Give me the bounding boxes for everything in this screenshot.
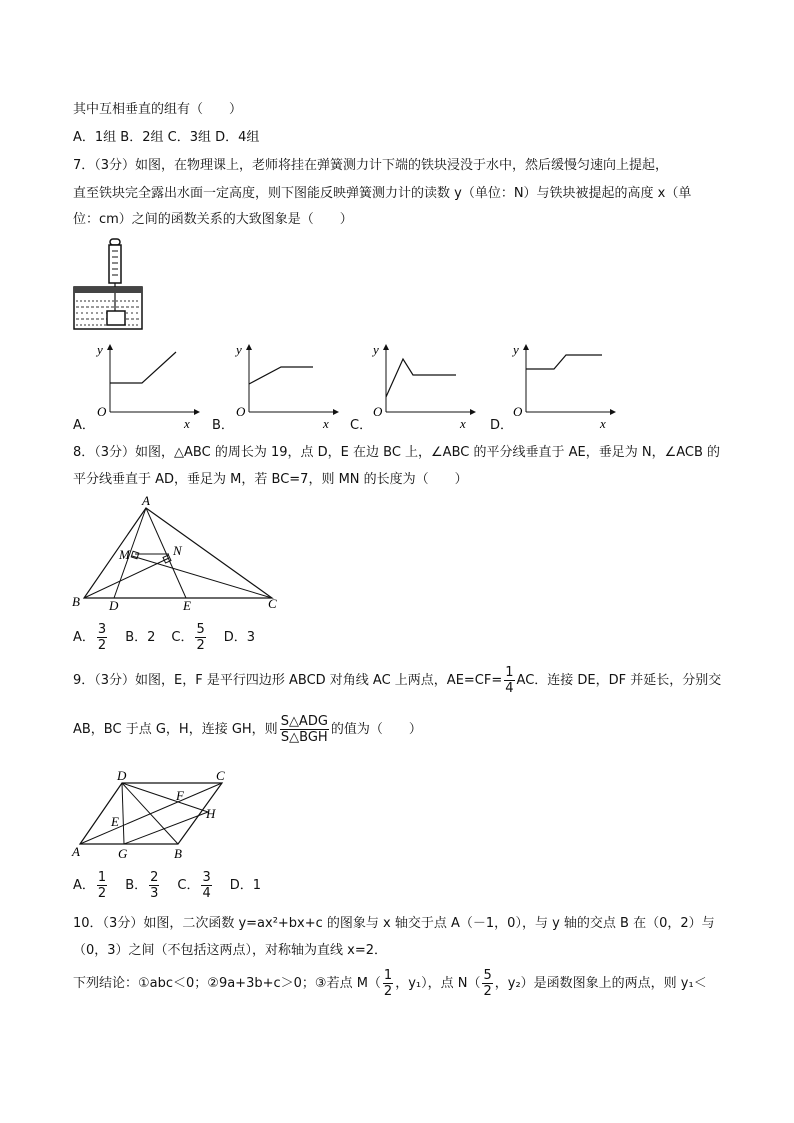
- q7-d-ylabel: y: [513, 342, 519, 357]
- q8-line1: 8．（3分）如图，△ABC 的周长为 19，点 D，E 在边 BC 上，∠ABC 的平分线垂直于 AE，垂足为 N，∠ACB 的: [73, 445, 721, 460]
- q7-option-a: A．: [73, 418, 95, 433]
- q9-point-g: G: [118, 846, 128, 861]
- q7-d-origin: O: [513, 404, 523, 419]
- q8-point-d: D: [109, 598, 119, 613]
- q7-c-ylabel: y: [373, 342, 379, 357]
- q8-line2: 平分线垂直于 AD，垂足为 M，若 BC=7，则 MN 的长度为（ ）: [73, 472, 468, 487]
- q9-point-c: C: [216, 768, 225, 783]
- q7-b-ylabel: y: [236, 342, 242, 357]
- q8-point-c: C: [268, 596, 277, 611]
- q7-b-xlabel: x: [323, 416, 329, 431]
- q7-line1: 7．（3分）如图，在物理课上，老师将挂在弹簧测力计下端的铁块浸没于水中，然后缓慢匀速向上提起，: [73, 158, 669, 173]
- q7-line3: 位：cm）之间的函数关系的大致图象是（ ）: [73, 212, 353, 227]
- q8-point-b: B: [72, 594, 80, 609]
- q9-point-b: B: [174, 846, 182, 861]
- q7-b-origin: O: [236, 404, 246, 419]
- q9-point-a: A: [72, 844, 80, 859]
- q7-graph-b: [233, 340, 343, 431]
- q7-a-ylabel: y: [97, 342, 103, 357]
- q9-point-e: E: [111, 814, 119, 829]
- q9-line2: AB，BC 于点 G，H，连接 GH，则 $\frac{\text{S△ADG}}{\text{S△BGH}}$ 的值为（ ）: [73, 714, 422, 745]
- q10-line3: 下列结论：①abc＜0；②9a+3b+c＞0；③若点 M（ $\frac{1}{2}$ ，y₁），点 N（ $\frac{5}{2}$ ，y₂）是函数图象上的两点，则 y₁＜: [73, 968, 707, 999]
- q7-option-b: B．: [212, 418, 234, 433]
- q9-point-d: D: [117, 768, 127, 783]
- q7-graph-d: [510, 340, 620, 431]
- q9-point-h: H: [206, 806, 216, 821]
- q9-line1: 9．（3分）如图，E，F 是平行四边形 ABCD 对角线 AC 上两点，AE=CF= $\frac{1}{4}$ AC．连接 DE，DF 并延长，分别交: [73, 665, 722, 696]
- q9-point-f: F: [176, 788, 184, 803]
- q8-options: A． $\frac{3}{2}$ B．2 C． $\frac{5}{2}$ D．3: [73, 622, 256, 653]
- q8-point-m: M: [119, 547, 130, 562]
- q7-line2: 直至铁块完全露出水面一定高度，则下图能反映弹簧测力计的读数 y（单位：N）与铁块被提起的高度 x（单: [73, 186, 692, 201]
- q7-a-origin: O: [97, 404, 107, 419]
- q6-options: A．1组 B．2组 C．3组 D．4组: [73, 130, 260, 145]
- q10-line2: （0，3）之间（不包括这两点），对称轴为直线 x=2．: [73, 943, 388, 958]
- q8-point-n: N: [173, 543, 182, 558]
- q7-option-d: D．: [490, 418, 514, 433]
- q7-c-xlabel: x: [460, 416, 466, 431]
- q7-c-origin: O: [373, 404, 383, 419]
- q8-point-e: E: [183, 598, 191, 613]
- q8-point-a: A: [142, 493, 150, 508]
- q9-options: A． $\frac{1}{2}$ B． $\frac{2}{3}$ C． $\frac{3}{4}$ D．1: [73, 870, 262, 901]
- q10-line1: 10．（3分）如图，二次函数 y=ax²+bx+c 的图象与 x 轴交于点 A（－1，0），与 y 轴的交点 B 在（0，2）与: [73, 916, 715, 931]
- q8-triangle-figure: [68, 492, 298, 617]
- q7-option-c: C．: [350, 418, 373, 433]
- q7-a-xlabel: x: [184, 416, 190, 431]
- q7-graph-a: [94, 340, 204, 431]
- q9-parallelogram-figure: [70, 768, 240, 863]
- q7-d-xlabel: x: [600, 416, 606, 431]
- spring-scale-figure: [72, 237, 152, 332]
- q7-graph-c: [370, 340, 480, 431]
- q6-text: 其中互相垂直的组有（ ）: [73, 102, 243, 117]
